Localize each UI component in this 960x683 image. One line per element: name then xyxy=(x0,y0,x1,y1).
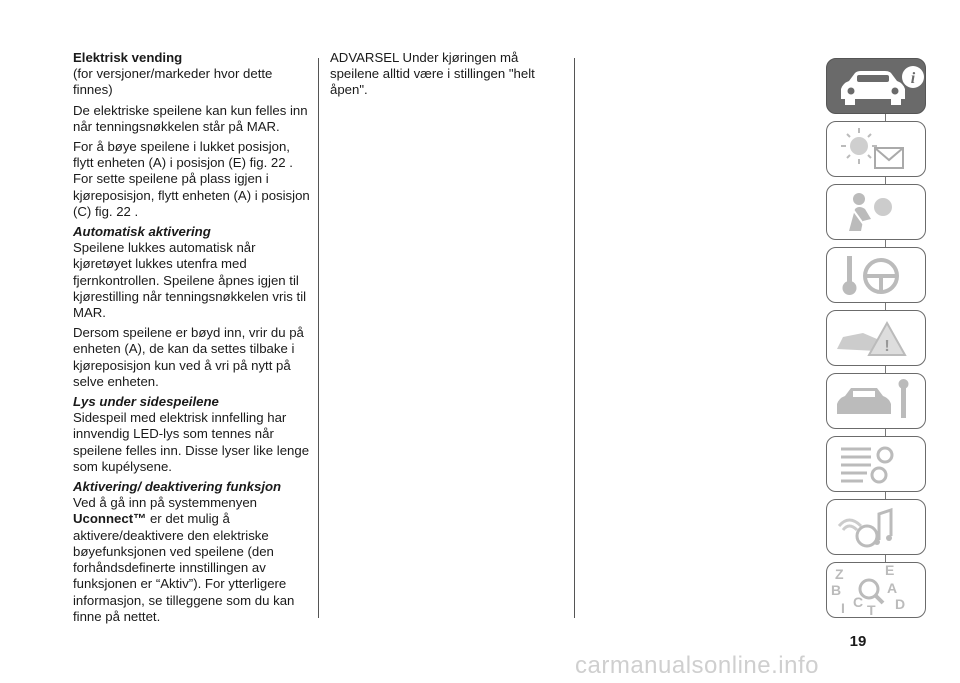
car-service-icon xyxy=(827,374,926,429)
paragraph xyxy=(73,495,313,625)
svg-text:i: i xyxy=(910,70,916,87)
subsection-heading: Aktivering/ deaktivering funksjon xyxy=(73,479,282,495)
car-info-icon xyxy=(827,59,926,114)
tab-technical-data[interactable] xyxy=(826,436,926,492)
index-letter: E xyxy=(885,563,895,578)
column-divider xyxy=(574,58,575,618)
airbag-seatbelt-icon xyxy=(827,185,926,240)
paragraph-text: Ved å gå inn på systemmenyen xyxy=(73,495,258,511)
svg-text:!: ! xyxy=(884,338,890,355)
tab-safety[interactable] xyxy=(826,184,926,240)
specifications-gear-icon xyxy=(827,437,926,492)
key-steering-wheel-icon xyxy=(827,248,926,303)
tab-index[interactable] xyxy=(826,562,926,618)
index-letter: I xyxy=(841,600,845,616)
text-column-left xyxy=(73,50,313,629)
tab-warning-lights[interactable] xyxy=(826,121,926,177)
index-letter: T xyxy=(867,602,876,618)
paragraph: (for versjoner/markeder hvor dette finnes) xyxy=(73,66,273,98)
paragraph: Speilene lukkes automatisk når kjøretøyet lukkes utenfra med fjernkontrollen. Speilene åpnes igjen til kjørestilling når tenningsnøkkelen vris til MAR. xyxy=(73,240,307,321)
warning-text: ADVARSEL Under kjøringen må speilene alltid være i stillingen "helt åpen". xyxy=(330,50,535,98)
text-column-middle xyxy=(330,50,560,103)
multimedia-icon xyxy=(827,500,926,555)
page-number: 19 xyxy=(849,633,867,650)
subsection-heading: Automatisk aktivering xyxy=(73,224,211,240)
column-divider xyxy=(318,58,319,618)
warning-lights-message-icon xyxy=(827,122,926,177)
road-warning-icon xyxy=(827,311,926,366)
section-heading: Elektrisk vending xyxy=(73,50,183,65)
index-letter: Z xyxy=(835,566,844,582)
watermark: carmanualsonline.info xyxy=(575,652,819,679)
paragraph-text: er det mulig å aktivere/deaktivere den elektriske bøyefunksjonen ved speilene (den forhåndsdefinerte innstillingen av funksjonen er “Aktiv”). For ytterligere informasjon, se tilleggene som du kan finne på nettet. xyxy=(73,511,295,624)
index-letter: B xyxy=(831,582,842,598)
paragraph: De elektriske speilene kan kun felles inn når tenningsnøkkelen står på MAR. xyxy=(73,102,308,134)
index-letter: A xyxy=(887,580,898,596)
subsection-heading: Lys under sidespeilene xyxy=(73,394,219,410)
brand-name: Uconnect™ xyxy=(73,511,147,527)
index-letter: C xyxy=(853,594,864,610)
paragraph: Sidespeil med elektrisk innfelling har innvendig LED-lys som tennes når speilene felles inn. Disse lyser like lenge som kupélysene. xyxy=(73,410,310,474)
alphabetical-index-icon xyxy=(827,563,926,618)
paragraph: For å bøye speilene i lukket posisjon, flytt enheten (A) i posisjon (E) fig. 22 . For sette speilene på plass igjen i kjøreposisjon, flytt enheten (A) i posisjon (C) fig. 22 . xyxy=(73,139,310,219)
tab-emergency[interactable] xyxy=(826,310,926,366)
tab-multimedia[interactable] xyxy=(826,499,926,555)
tab-maintenance[interactable] xyxy=(826,373,926,429)
tab-car-info[interactable] xyxy=(826,58,926,114)
index-letter: D xyxy=(895,596,906,612)
paragraph: Dersom speilene er bøyd inn, vrir du på enheten (A), de kan da settes tilbake i kjøreposisjon kun ved å vri på nytt på selve enheten. xyxy=(73,325,304,389)
tab-starting-driving[interactable] xyxy=(826,247,926,303)
